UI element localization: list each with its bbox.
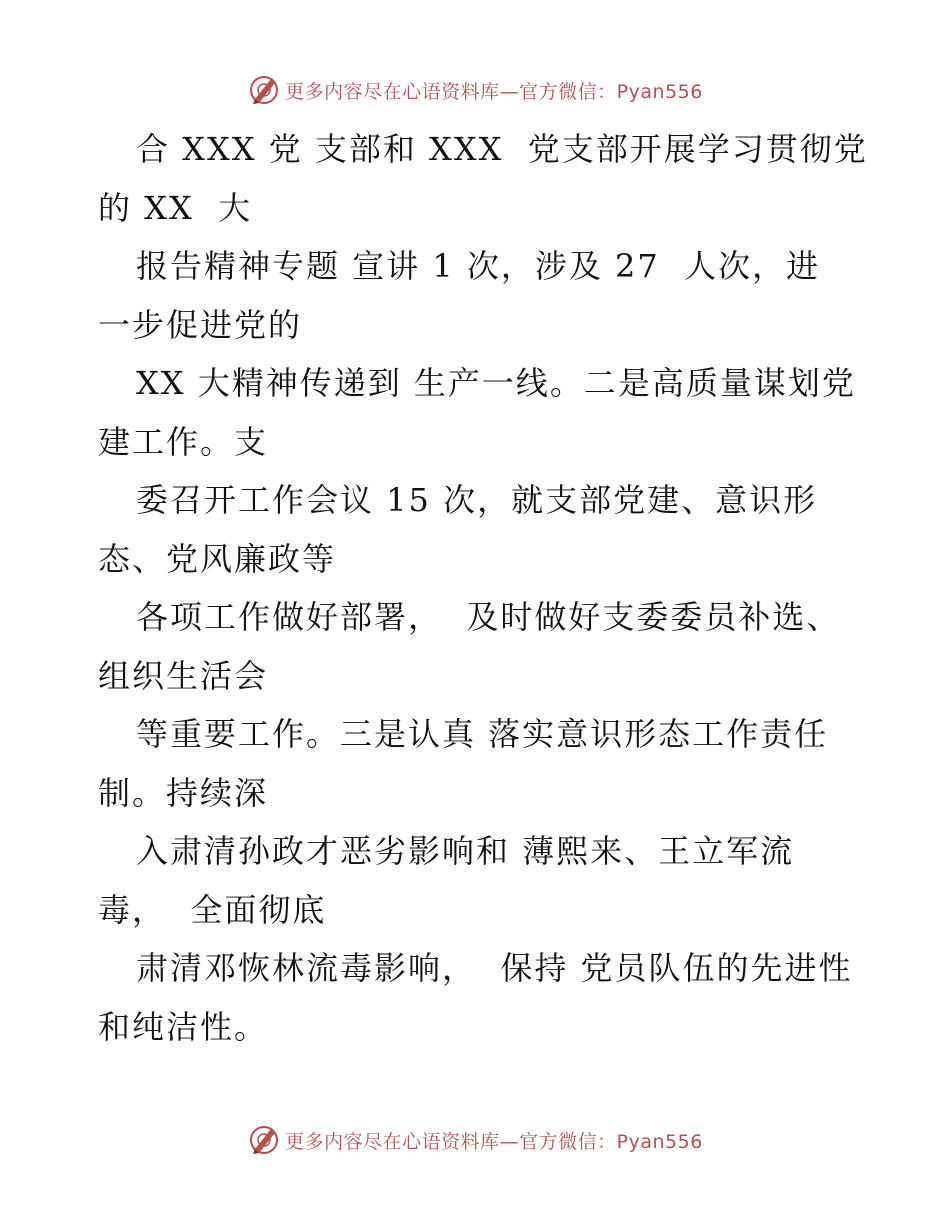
body-line: 组织生活会: [98, 656, 269, 695]
body-line: 合 XXX 党 支部和 XXX 党支部开展学习贯彻党: [136, 130, 868, 168]
footer-banner: [0, 1120, 950, 1160]
header-banner-text: 更多内容尽在心语资料库—官方微信：Pyan556: [285, 80, 703, 103]
body-line: 报告精神专题 宣讲 1 次，涉及 27 人次，进: [136, 247, 821, 285]
red-pen-logo-icon: [247, 1123, 281, 1157]
header-banner: [0, 70, 950, 110]
body-line: 的 XX 大: [98, 188, 253, 227]
body-line: 建工作。支: [98, 422, 269, 461]
document-body: [98, 120, 868, 1056]
body-line: 制。持续深: [98, 773, 269, 812]
red-pen-logo-icon: [247, 73, 281, 107]
footer-banner-text: 更多内容尽在心语资料库—官方微信：Pyan556: [285, 1130, 703, 1153]
body-line: XX 大精神传递到 生产一线。二是高质量谋划党: [136, 364, 856, 402]
body-line: 各项工作做好部署， 及时做好支委委员补选、: [136, 598, 841, 636]
body-line: 等重要工作。三是认真 落实意识形态工作责任: [136, 715, 829, 753]
body-line: 入肃清孙政才恶劣影响和 薄熙来、王立军流: [136, 832, 795, 870]
body-line: 委召开工作会议 15 次，就支部党建、意识形: [136, 481, 818, 519]
body-line: 肃清邓恢林流毒影响， 保持 党员队伍的先进性: [136, 949, 853, 987]
body-line: 一步促进党的: [98, 305, 303, 344]
body-line: 和纯洁性。: [98, 1007, 269, 1046]
body-line: 毒， 全面彻底: [98, 890, 327, 929]
body-line: 态、党风廉政等: [98, 539, 337, 578]
